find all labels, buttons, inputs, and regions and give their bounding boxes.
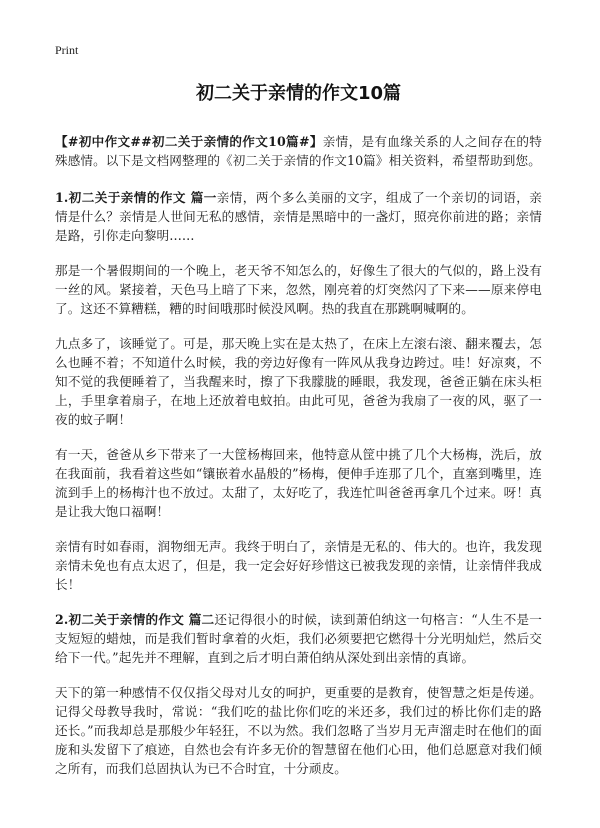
body-paragraph: 有一天，爸爸从乡下带来了一大筐杨梅回来，他特意从筐中挑了几个大杨梅，洗后，放在我面前，我看着这些如“镶嵌着水晶般的”杨梅，便伸手连那了几个，直塞到嘴里，连流到手上的杨梅汁也不放过。太甜了，太好吃了，我连忙叫爸爸再拿几个过来。呀！真是让我大饱口福啊！: [55, 447, 542, 519]
section-1-text: 亲情，两个多么美丽的文字，组成了一个亲切的词语，亲情是什么？亲情是人世间无私的感情，亲情是黑暗中的一盏灯，照亮你前进的路；亲情是路，引你走向黎明……: [55, 190, 542, 243]
intro-paragraph: [55, 132, 542, 170]
section-2-heading: 2.初二关于亲情的作文 篇二: [55, 612, 215, 627]
section-1-paragraph: [55, 188, 542, 245]
body-paragraph: 亲情有时如春雨，润物细无声。我终于明白了，亲情是无私的、伟大的。也许，我发现亲情未免也有点太迟了，但是，我一定会好好珍惜这已被我发现的亲情，让亲情伴我成长！: [55, 539, 542, 592]
intro-text: 亲情，是有血缘关系的人之间存在的特殊感情。以下是文档网整理的《初二关于亲情的作文10篇》相关资料，希望帮助到您。: [55, 134, 542, 168]
document-title: 初二关于亲情的作文10篇: [195, 83, 402, 104]
body-paragraph: 那是一个暑假期间的一个晚上，老天爷不知怎么的，好像生了很大的气似的，路上没有一丝的风。紧接着，天色马上暗了下来，忽然，刚亮着的灯突然闪了下来——原来停电了。这还不算糟糕，糟的时间哦那时候没风啊。热的我直在那跳啊喊啊的。: [55, 263, 542, 316]
intro-tag: 【#初中作文##初二关于亲情的作文10篇#】: [55, 134, 323, 149]
section-2-paragraph: [55, 610, 542, 667]
body-paragraph: 天下的第一种感情不仅仅指父母对儿女的呵护，更重要的是教育，使智慧之炬是传递。记得父母教导我时，常说：“我们吃的盐比你们吃的米还多，我们过的桥比你们走的路还长。”而我却总是那般少年轻狂，不以为然。我们忽略了当岁月无声溜走时在他们的面庞和头发留下了痕迹，自然也会有许多无价的智慧留在他们心田，他们总愿意对我们倾之所有，而我们总固执认为已不合时宜，十分顽皮。: [55, 685, 542, 776]
section-1-heading: 1.初二关于亲情的作文 篇一: [55, 190, 217, 205]
section-2-text: 还记得很小的时候，读到萧伯纳这一句格言：“人生不是一支短短的蜡烛，而是我们暂时拿着的火炬，我们必须要把它燃得十分光明灿烂，然后交给下一代。”起先并不理解，直到之后才明白萧伯纳从深处到出亲情的真谛。: [55, 612, 542, 665]
body-paragraph: 九点多了，该睡觉了。可是，那天晚上实在是太热了，在床上左滚右滚、翻来覆去，怎么也睡不着；不知道什么时候，我的旁边好像有一阵风从我身边跨过。哇！好凉爽，不知不觉的我便睡着了，当我醒来时，擦了下我朦胧的睡眼，我发现，爸爸正躺在床头柜上，手里拿着扇子，在地上还放着电蚊拍。由此可见，爸爸为我扇了一夜的风，驱了一夜的蚊子啊！: [55, 336, 542, 427]
print-link[interactable]: Print: [55, 43, 79, 57]
